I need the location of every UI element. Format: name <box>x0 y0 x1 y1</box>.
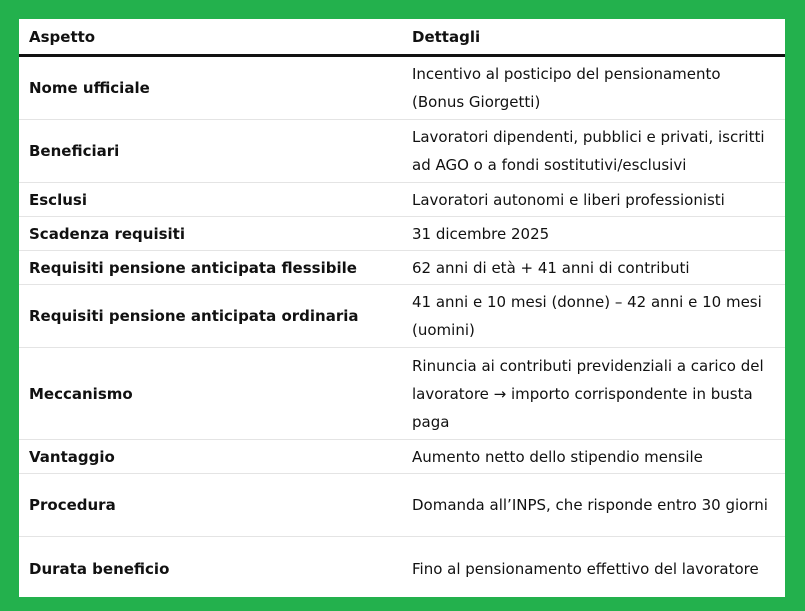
table-row <box>19 348 785 440</box>
row-aspect: Requisiti pensione anticipata flessibile <box>19 251 402 285</box>
table-row <box>19 440 785 474</box>
row-aspect: Procedura <box>19 474 402 537</box>
table-card <box>19 19 785 597</box>
table-row <box>19 120 785 183</box>
row-detail: Lavoratori autonomi e liberi professionisti <box>402 183 785 217</box>
table-row <box>19 217 785 251</box>
row-aspect: Beneficiari <box>19 120 402 183</box>
row-aspect: Vantaggio <box>19 440 402 474</box>
table-row <box>19 56 785 120</box>
table-row <box>19 251 785 285</box>
row-detail: Lavoratori dipendenti, pubblici e privati, iscritti ad AGO o a fondi sostitutivi/esclusivi <box>402 120 785 183</box>
table-row <box>19 537 785 601</box>
row-detail: Aumento netto dello stipendio mensile <box>402 440 785 474</box>
column-header-aspect: Aspetto <box>19 19 402 56</box>
row-detail: Fino al pensionamento effettivo del lavoratore <box>412 559 759 578</box>
row-aspect: Scadenza requisiti <box>19 217 402 251</box>
column-header-details: Dettagli <box>402 19 785 56</box>
row-aspect: Durata beneficio <box>29 559 170 578</box>
row-detail: Incentivo al posticipo del pensionamento (Bonus Giorgetti) <box>402 56 785 120</box>
row-detail: Rinuncia ai contributi previdenziali a carico del lavoratore → importo corrispondente in busta paga <box>402 348 785 440</box>
table-row <box>19 183 785 217</box>
row-aspect: Esclusi <box>19 183 402 217</box>
row-detail: 41 anni e 10 mesi (donne) – 42 anni e 10 mesi (uomini) <box>402 285 785 348</box>
info-table <box>19 19 785 600</box>
row-aspect: Nome ufficiale <box>19 56 402 120</box>
row-aspect: Meccanismo <box>19 348 402 440</box>
row-detail: 62 anni di età + 41 anni di contributi <box>402 251 785 285</box>
table-row <box>19 285 785 348</box>
table-row <box>19 474 785 537</box>
row-detail: Domanda all’INPS, che risponde entro 30 giorni <box>402 474 785 537</box>
header-row <box>19 19 785 56</box>
row-aspect: Requisiti pensione anticipata ordinaria <box>19 285 402 348</box>
row-detail: 31 dicembre 2025 <box>402 217 785 251</box>
